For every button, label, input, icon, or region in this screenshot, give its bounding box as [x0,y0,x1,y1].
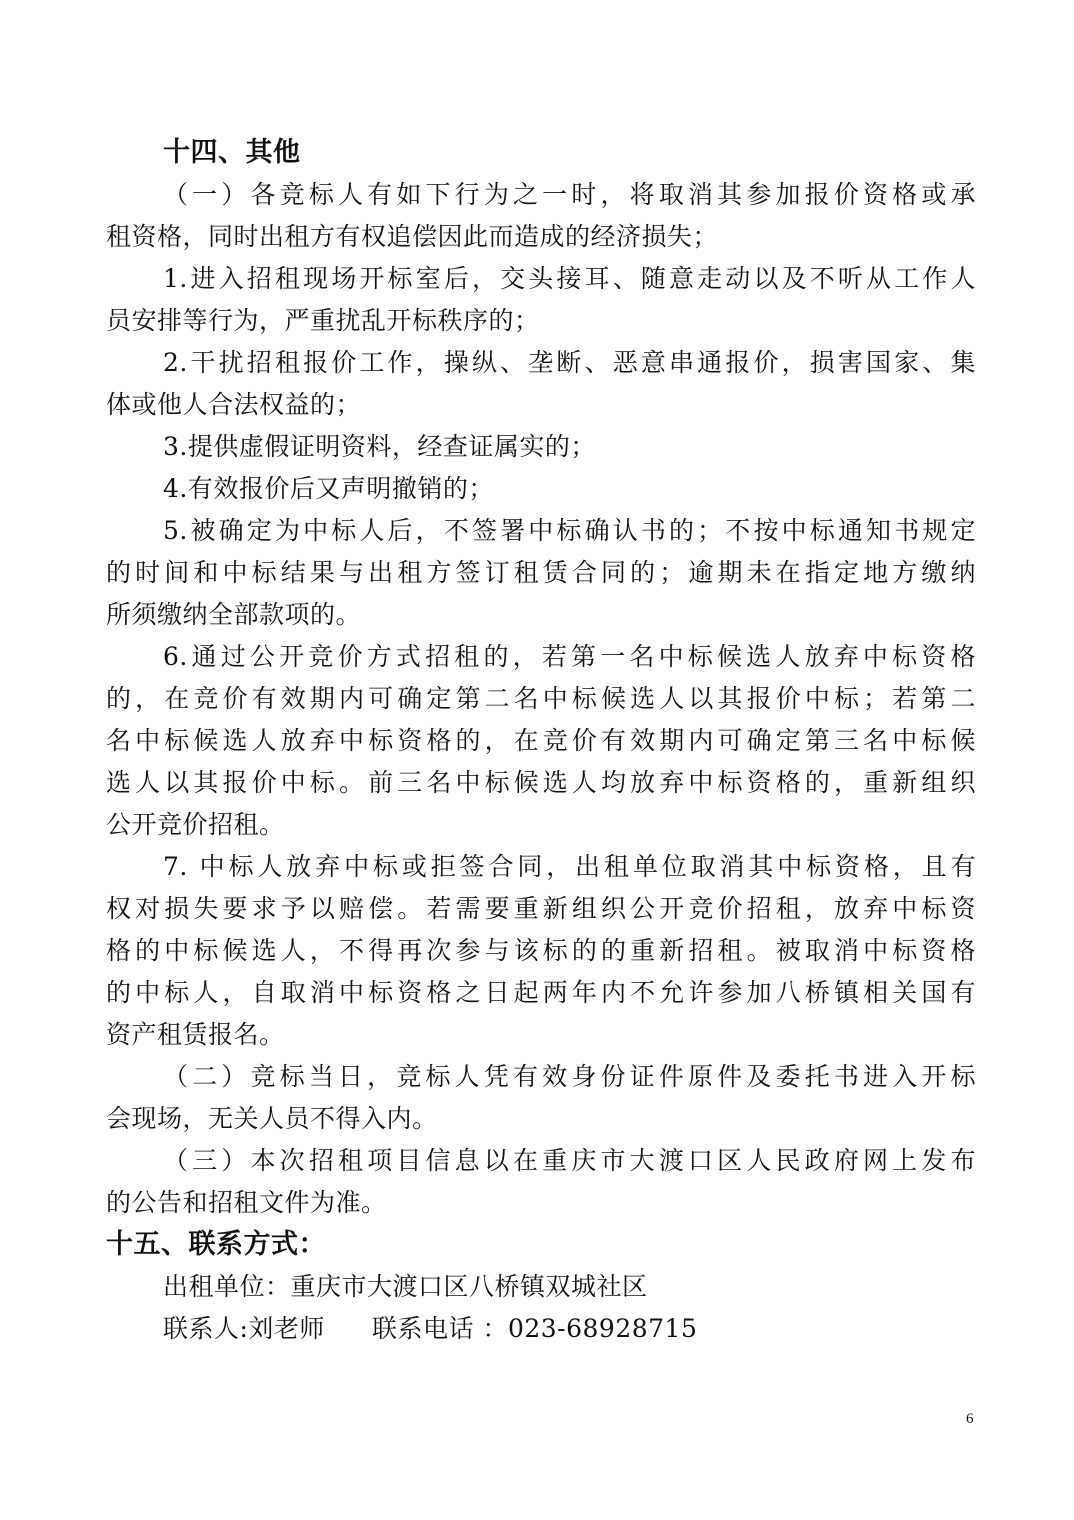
point-3-line-1: 3.提供虚假证明资料，经查证属实的； [163,432,596,461]
item-1-line-2: 租资格，同时出租方有权追偿因此而造成的经济损失； [106,222,719,251]
item-1-line-1: （一）各竞标人有如下行为之一时，将取消其参加报价资格或承 [163,180,976,209]
item-3-line-1: （三）本次招租项目信息以在重庆市大渡口区人民政府网上发布 [163,1146,976,1175]
point-7-line-5: 资产租赁报名。 [106,1020,285,1049]
point-7-line-1: 7. 中标人放弃中标或拒签合同，出租单位取消其中标资格，且有 [163,852,976,881]
point-5-line-3: 所须缴纳全部款项的。 [106,600,362,629]
item-2-line-2: 会现场，无关人员不得入内。 [106,1104,438,1133]
item-2-line-1: （二）竞标当日，竞标人凭有效身份证件原件及委托书进入开标 [163,1062,976,1091]
rental-unit: 出租单位：重庆市大渡口区八桥镇双城社区 [163,1272,648,1301]
point-7-line-4: 的中标人，自取消中标资格之日起两年内不允许参加八桥镇相关国有 [106,978,976,1007]
point-6-line-3: 名中标候选人放弃中标资格的，在竞价有效期内可确定第三名中标候 [106,726,976,755]
section-14-heading: 十四、其他 [163,137,301,168]
contact-person: 联系人:刘老师 [163,1314,325,1343]
point-2-line-2: 体或他人合法权益的； [106,390,362,419]
section-15-heading: 十五、联系方式： [106,1229,326,1260]
point-5-line-2: 的时间和中标结果与出租方签订租赁合同的；逾期未在指定地方缴纳 [106,558,976,587]
point-6-line-5: 公开竞价招租。 [106,810,285,839]
point-5-line-1: 5.被确定为中标人后，不签署中标确认书的；不按中标通知书规定 [163,516,976,545]
point-6-line-4: 选人以其报价中标。前三名中标候选人均放弃中标资格的，重新组织 [106,768,976,797]
contact-phone: 联系电话 ：023-68928715 [372,1314,698,1343]
point-1-line-2: 员安排等行为，严重扰乱开标秩序的； [106,306,540,335]
point-1-line-1: 1.进入招租现场开标室后，交头接耳、随意走动以及不听从工作人 [163,264,976,293]
point-7-line-3: 格的中标候选人，不得再次参与该标的的重新招租。被取消中标资格 [106,936,976,965]
page-number: 6 [966,1411,974,1427]
point-6-line-1: 6.通过公开竞价方式招租的，若第一名中标候选人放弃中标资格 [163,642,976,671]
point-2-line-1: 2.干扰招租报价工作，操纵、垄断、恶意串通报价，损害国家、集 [163,348,976,377]
item-3-line-2: 的公告和招租文件为准。 [106,1188,387,1217]
point-7-line-2: 权对损失要求予以赔偿。若需要重新组织公开竞价招租，放弃中标资 [106,894,976,923]
point-4-line-1: 4.有效报价后又声明撤销的； [163,474,494,503]
point-6-line-2: 的，在竞价有效期内可确定第二名中标候选人以其报价中标；若第二 [106,684,976,713]
